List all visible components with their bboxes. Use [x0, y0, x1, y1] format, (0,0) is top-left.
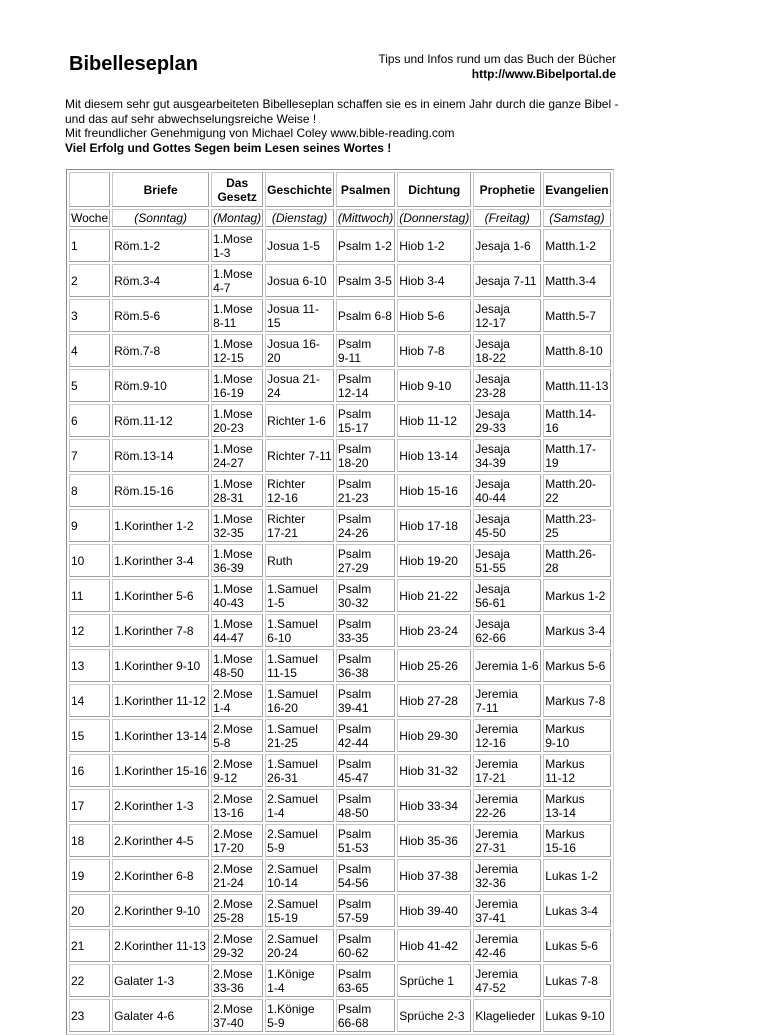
cell-briefe: 1.Korinther 1-2 [112, 509, 209, 542]
cell-evangelien: Markus 3-4 [543, 614, 610, 647]
cell-geschichte: 1.Könige 5-9 [265, 999, 334, 1032]
website-link[interactable]: http://www.Bibelportal.de [471, 67, 616, 81]
cell-gesetz: 1.Mose 48-50 [211, 649, 263, 682]
cell-prophetie: Jesaja 62-66 [473, 614, 541, 647]
cell-psalmen: Psalm 6-8 [336, 299, 395, 332]
cell-geschichte: Richter 7-11 [265, 439, 334, 472]
cell-gesetz: 1.Mose 32-35 [211, 509, 263, 542]
header-cell-evangelien: Evangelien [543, 172, 610, 207]
cell-geschichte: Josua 16-20 [265, 334, 334, 367]
cell-dichtung: Hiob 27-28 [397, 684, 471, 717]
cell-week: 9 [69, 509, 110, 542]
cell-evangelien: Matth.8-10 [543, 334, 610, 367]
cell-dichtung: Hiob 29-30 [397, 719, 471, 752]
table-row [69, 824, 611, 857]
cell-gesetz: 2.Mose 1-4 [211, 684, 263, 717]
cell-geschichte: 2.Samuel 1-4 [265, 789, 334, 822]
cell-week: 22 [69, 964, 110, 997]
cell-prophetie: Jesaja 29-33 [473, 404, 541, 437]
cell-gesetz: 1.Mose 28-31 [211, 474, 263, 507]
table-row [69, 404, 611, 437]
cell-prophetie: Jeremia 47-52 [473, 964, 541, 997]
cell-dichtung: Hiob 35-36 [397, 824, 471, 857]
table-row [69, 509, 611, 542]
cell-psalmen: Psalm 27-29 [336, 544, 395, 577]
cell-evangelien: Markus 13-14 [543, 789, 610, 822]
cell-geschichte: 2.Samuel 15-19 [265, 894, 334, 927]
cell-briefe: 1.Korinther 5-6 [112, 579, 209, 612]
cell-week: 2 [69, 264, 110, 297]
table-row [69, 544, 611, 577]
cell-week: 21 [69, 929, 110, 962]
header-tagline-block [378, 52, 616, 82]
cell-week: 13 [69, 649, 110, 682]
cell-prophetie: Jeremia 1-6 [473, 649, 541, 682]
cell-geschichte: Josua 6-10 [265, 264, 334, 297]
weekday-row [69, 209, 611, 227]
cell-evangelien: Lukas 5-6 [543, 929, 610, 962]
header-cell-prophetie: Prophetie [473, 172, 541, 207]
cell-psalmen: Psalm 54-56 [336, 859, 395, 892]
cell-prophetie: Jesaja 56-61 [473, 579, 541, 612]
cell-briefe: 1.Korinther 13-14 [112, 719, 209, 752]
cell-briefe: 1.Korinther 15-16 [112, 754, 209, 787]
cell-psalmen: Psalm 18-20 [336, 439, 395, 472]
table-row [69, 229, 611, 262]
cell-prophetie: Jesaja 1-6 [473, 229, 541, 262]
cell-psalmen: Psalm 66-68 [336, 999, 395, 1032]
table-row [69, 614, 611, 647]
cell-psalmen: Psalm 57-59 [336, 894, 395, 927]
table-row [69, 999, 611, 1032]
cell-briefe: Röm.3-4 [112, 264, 209, 297]
cell-gesetz: 1.Mose 16-19 [211, 369, 263, 402]
table-row [69, 474, 611, 507]
cell-gesetz: 1.Mose 4-7 [211, 264, 263, 297]
cell-gesetz: 1.Mose 44-47 [211, 614, 263, 647]
cell-briefe: 1.Korinther 9-10 [112, 649, 209, 682]
cell-geschichte: 2.Samuel 20-24 [265, 929, 334, 962]
cell-geschichte: Josua 11-15 [265, 299, 334, 332]
cell-dichtung: Hiob 11-12 [397, 404, 471, 437]
cell-briefe: Röm.11-12 [112, 404, 209, 437]
cell-dichtung: Hiob 1-2 [397, 229, 471, 262]
intro-line-2: und das auf sehr abwechselungsreiche Weise ! [65, 111, 317, 126]
cell-prophetie: Jeremia 7-11 [473, 684, 541, 717]
cell-prophetie: Jesaja 18-22 [473, 334, 541, 367]
cell-dichtung: Hiob 41-42 [397, 929, 471, 962]
cell-gesetz: 2.Mose 21-24 [211, 859, 263, 892]
table-row [69, 369, 611, 402]
cell-prophetie: Jesaja 51-55 [473, 544, 541, 577]
cell-prophetie: Jesaja 23-28 [473, 369, 541, 402]
weekday-cell-montag: (Montag) [213, 211, 262, 225]
cell-week: 16 [69, 754, 110, 787]
cell-psalmen: Psalm 3-5 [336, 264, 395, 297]
intro-line-3: Mit freundlicher Genehmigung von Michael Coley www.bible-reading.com [65, 126, 455, 140]
cell-gesetz: 1.Mose 12-15 [211, 334, 263, 367]
cell-week: 23 [69, 999, 110, 1032]
cell-briefe: 2.Korinther 11-13 [112, 929, 209, 962]
cell-week: 17 [69, 789, 110, 822]
cell-psalmen: Psalm 15-17 [336, 404, 395, 437]
cell-evangelien: Matth.14-16 [543, 404, 610, 437]
table-row [69, 299, 611, 332]
cell-prophetie: Jeremia 37-41 [473, 894, 541, 927]
cell-gesetz: 1.Mose 24-27 [211, 439, 263, 472]
cell-week: 20 [69, 894, 110, 927]
cell-briefe: Röm.15-16 [112, 474, 209, 507]
weekday-cell-dienstag: (Dienstag) [265, 209, 334, 227]
cell-psalmen: Psalm 39-41 [336, 684, 395, 717]
cell-psalmen: Psalm 33-35 [336, 614, 395, 647]
cell-week: 6 [69, 404, 110, 437]
cell-dichtung: Hiob 31-32 [397, 754, 471, 787]
cell-evangelien: Markus 5-6 [543, 649, 610, 682]
cell-gesetz: 1.Mose 36-39 [211, 544, 263, 577]
cell-prophetie: Jeremia 42-46 [473, 929, 541, 962]
cell-prophetie: Jeremia 12-16 [473, 719, 541, 752]
cell-briefe: Röm.7-8 [112, 334, 209, 367]
cell-evangelien: Lukas 9-10 [543, 999, 610, 1032]
cell-dichtung: Hiob 39-40 [397, 894, 471, 927]
cell-evangelien: Matth.17-19 [543, 439, 610, 472]
cell-week: 12 [69, 614, 110, 647]
cell-briefe: 2.Korinther 6-8 [112, 859, 209, 892]
table-row [69, 684, 611, 717]
table-row [69, 754, 611, 787]
cell-prophetie: Jeremia 27-31 [473, 824, 541, 857]
weekday-cell-mittwoch: (Mittwoch) [337, 211, 394, 225]
cell-psalmen: Psalm 1-2 [336, 229, 395, 262]
cell-prophetie: Jeremia 32-36 [473, 859, 541, 892]
page-title: Bibelleseplan [69, 53, 198, 75]
cell-geschichte: Josua 21-24 [265, 369, 334, 402]
table-header-row [69, 172, 611, 207]
weekday-cell-sonntag: (Sonntag) [112, 209, 209, 227]
table-row [69, 789, 611, 822]
cell-dichtung: Hiob 37-38 [397, 859, 471, 892]
cell-dichtung: Hiob 33-34 [397, 789, 471, 822]
cell-evangelien: Matth.5-7 [543, 299, 610, 332]
header-cell-gesetz: Das Gesetz [211, 172, 263, 207]
cell-evangelien: Matth.26-28 [543, 544, 610, 577]
cell-geschichte: 1.Samuel 16-20 [265, 684, 334, 717]
cell-week: 15 [69, 719, 110, 752]
cell-dichtung: Hiob 9-10 [397, 369, 471, 402]
cell-geschichte: 2.Samuel 10-14 [265, 859, 334, 892]
cell-prophetie: Jesaja 7-11 [473, 264, 541, 297]
cell-evangelien: Markus 9-10 [543, 719, 610, 752]
cell-geschichte: 2.Samuel 5-9 [265, 824, 334, 857]
cell-gesetz: 2.Mose 29-32 [211, 929, 263, 962]
cell-evangelien: Lukas 1-2 [543, 859, 610, 892]
cell-week: 3 [69, 299, 110, 332]
cell-prophetie: Jesaja 12-17 [473, 299, 541, 332]
cell-gesetz: 2.Mose 9-12 [211, 754, 263, 787]
table-body [69, 229, 611, 1032]
cell-geschichte: Ruth [265, 544, 334, 577]
cell-dichtung: Hiob 3-4 [397, 264, 471, 297]
cell-prophetie: Jesaja 45-50 [473, 509, 541, 542]
cell-dichtung: Hiob 15-16 [397, 474, 471, 507]
weekday-cell-donnerstag: (Donnerstag) [399, 211, 470, 225]
cell-evangelien: Markus 1-2 [543, 579, 610, 612]
cell-gesetz: 1.Mose 40-43 [211, 579, 263, 612]
cell-evangelien: Matth.11-13 [543, 369, 610, 402]
table-row [69, 264, 611, 297]
cell-psalmen: Psalm 48-50 [336, 789, 395, 822]
cell-prophetie: Klagelieder [473, 999, 541, 1032]
cell-week: 4 [69, 334, 110, 367]
cell-prophetie: Jeremia 17-21 [473, 754, 541, 787]
cell-prophetie: Jesaja 34-39 [473, 439, 541, 472]
header-cell-dichtung: Dichtung [397, 172, 471, 207]
cell-dichtung: Hiob 21-22 [397, 579, 471, 612]
cell-geschichte: Josua 1-5 [265, 229, 334, 262]
cell-briefe: Röm.5-6 [112, 299, 209, 332]
cell-briefe: 2.Korinther 4-5 [112, 824, 209, 857]
cell-evangelien: Matth.20-22 [543, 474, 610, 507]
cell-evangelien: Lukas 3-4 [543, 894, 610, 927]
cell-briefe: Galater 4-6 [112, 999, 209, 1032]
weekday-cell-samstag: (Samstag) [543, 209, 610, 227]
cell-week: 18 [69, 824, 110, 857]
cell-prophetie: Jeremia 22-26 [473, 789, 541, 822]
cell-evangelien: Markus 11-12 [543, 754, 610, 787]
cell-gesetz: 2.Mose 25-28 [211, 894, 263, 927]
cell-briefe: 1.Korinther 11-12 [112, 684, 209, 717]
cell-week: 14 [69, 684, 110, 717]
cell-psalmen: Psalm 45-47 [336, 754, 395, 787]
cell-dichtung: Sprüche 1 [397, 964, 471, 997]
table-row [69, 579, 611, 612]
cell-briefe: Galater 1-3 [112, 964, 209, 997]
cell-psalmen: Psalm 51-53 [336, 824, 395, 857]
cell-briefe: 1.Korinther 3-4 [112, 544, 209, 577]
table-row [69, 859, 611, 892]
intro-blessing: Viel Erfolg und Gottes Segen beim Lesen seines Wortes ! [65, 140, 392, 155]
table-row [69, 964, 611, 997]
cell-evangelien: Markus 7-8 [543, 684, 610, 717]
cell-dichtung: Hiob 19-20 [397, 544, 471, 577]
cell-gesetz: 2.Mose 13-16 [211, 789, 263, 822]
cell-week: 19 [69, 859, 110, 892]
cell-geschichte: 1.Könige 1-4 [265, 964, 334, 997]
cell-geschichte: Richter 12-16 [265, 474, 334, 507]
cell-dichtung: Hiob 5-6 [397, 299, 471, 332]
intro-line-1: Mit diesem sehr gut ausgearbeiteten Bibelleseplan schaffen sie es in einem Jahr durch die ganze Bibel - [65, 97, 619, 111]
cell-dichtung: Hiob 13-14 [397, 439, 471, 472]
cell-psalmen: Psalm 9-11 [336, 334, 395, 367]
weekday-cell-freitag: (Freitag) [473, 209, 541, 227]
cell-psalmen: Psalm 30-32 [336, 579, 395, 612]
reading-plan-table [66, 169, 614, 1035]
header-cell-geschichte: Geschichte [265, 172, 334, 207]
cell-week: 1 [69, 229, 110, 262]
cell-gesetz: 1.Mose 20-23 [211, 404, 263, 437]
cell-dichtung: Hiob 7-8 [397, 334, 471, 367]
tagline-text: Tips und Infos rund um das Buch der Bücher [378, 52, 616, 66]
cell-dichtung: Hiob 17-18 [397, 509, 471, 542]
cell-briefe: 2.Korinther 1-3 [112, 789, 209, 822]
cell-dichtung: Hiob 25-26 [397, 649, 471, 682]
cell-week: 11 [69, 579, 110, 612]
cell-gesetz: 2.Mose 37-40 [211, 999, 263, 1032]
table-row [69, 439, 611, 472]
cell-psalmen: Psalm 24-26 [336, 509, 395, 542]
cell-geschichte: Richter 1-6 [265, 404, 334, 437]
cell-evangelien: Matth.23-25 [543, 509, 610, 542]
cell-geschichte: 1.Samuel 1-5 [265, 579, 334, 612]
cell-geschichte: 1.Samuel 6-10 [265, 614, 334, 647]
cell-gesetz: 1.Mose 1-3 [211, 229, 263, 262]
cell-evangelien: Matth.1-2 [543, 229, 610, 262]
cell-geschichte: 1.Samuel 11-15 [265, 649, 334, 682]
cell-briefe: Röm.9-10 [112, 369, 209, 402]
cell-week: 7 [69, 439, 110, 472]
cell-gesetz: 2.Mose 17-20 [211, 824, 263, 857]
cell-psalmen: Psalm 21-23 [336, 474, 395, 507]
table-row [69, 894, 611, 927]
cell-psalmen: Psalm 12-14 [336, 369, 395, 402]
intro-text [65, 97, 645, 155]
cell-briefe: Röm.13-14 [112, 439, 209, 472]
cell-psalmen: Psalm 63-65 [336, 964, 395, 997]
cell-briefe: 1.Korinther 7-8 [112, 614, 209, 647]
cell-briefe: Röm.1-2 [112, 229, 209, 262]
cell-geschichte: 1.Samuel 21-25 [265, 719, 334, 752]
cell-week: 5 [69, 369, 110, 402]
cell-prophetie: Jesaja 40-44 [473, 474, 541, 507]
table-row [69, 719, 611, 752]
cell-evangelien: Matth.3-4 [543, 264, 610, 297]
cell-briefe: 2.Korinther 9-10 [112, 894, 209, 927]
table-row [69, 649, 611, 682]
cell-evangelien: Markus 15-16 [543, 824, 610, 857]
weekday-cell-woche: Woche [71, 211, 109, 225]
table-row [69, 929, 611, 962]
cell-week: 8 [69, 474, 110, 507]
cell-gesetz: 2.Mose 5-8 [211, 719, 263, 752]
header-cell-week [69, 172, 110, 207]
table-row [69, 334, 611, 367]
cell-geschichte: 1.Samuel 26-31 [265, 754, 334, 787]
cell-psalmen: Psalm 42-44 [336, 719, 395, 752]
cell-psalmen: Psalm 36-38 [336, 649, 395, 682]
header-cell-briefe: Briefe [112, 172, 209, 207]
cell-geschichte: Richter 17-21 [265, 509, 334, 542]
header-cell-psalmen: Psalmen [336, 172, 395, 207]
cell-dichtung: Sprüche 2-3 [397, 999, 471, 1032]
cell-week: 10 [69, 544, 110, 577]
cell-psalmen: Psalm 60-62 [336, 929, 395, 962]
cell-dichtung: Hiob 23-24 [397, 614, 471, 647]
cell-gesetz: 1.Mose 8-11 [211, 299, 263, 332]
cell-gesetz: 2.Mose 33-36 [211, 964, 263, 997]
cell-evangelien: Lukas 7-8 [543, 964, 610, 997]
